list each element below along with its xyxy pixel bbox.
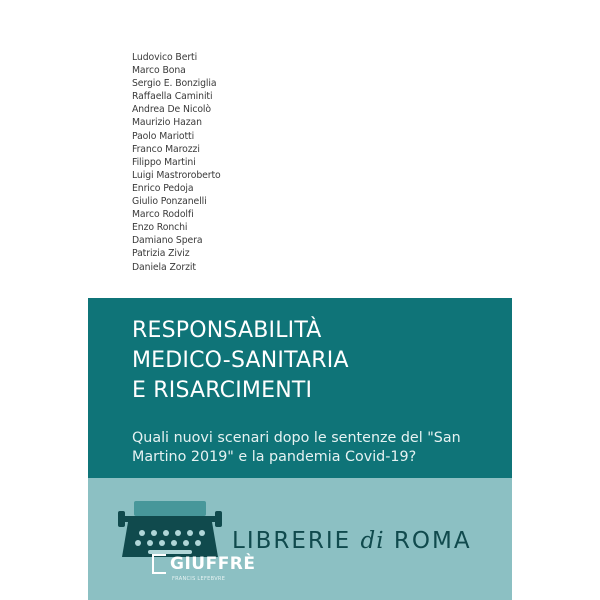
author-name: Franco Marozzi — [132, 143, 200, 155]
author-name: Daniela Zorzit — [132, 261, 196, 273]
watermark-word: ROMA — [393, 528, 472, 554]
watermark-word: di — [360, 528, 385, 554]
publisher-bracket-icon — [152, 554, 166, 574]
author-name: Marco Bona — [132, 65, 186, 77]
watermark-word: LIBRERIE — [232, 528, 352, 554]
publisher-logo — [152, 552, 256, 576]
author-name: Raffaella Caminiti — [132, 91, 213, 103]
book-subtitle: Quali nuovi scenari dopo le sentenze del "San Martino 2019" e la pandemia Covid-19? — [132, 430, 461, 465]
author-name: Luigi Mastroroberto — [132, 169, 221, 181]
book-title-line: MEDICO-SANITARIA — [132, 348, 349, 373]
author-name: Enrico Pedoja — [132, 182, 194, 194]
author-name: Maurizio Hazan — [132, 117, 202, 129]
publisher-name: GIUFFRÈ — [170, 554, 256, 574]
author-name: Enzo Ronchi — [132, 222, 188, 234]
author-name: Damiano Spera — [132, 235, 203, 247]
author-name: Paolo Mariotti — [132, 130, 195, 142]
author-name: Andrea De Nicolò — [132, 104, 211, 116]
author-name: Patrizia Ziviz — [132, 248, 190, 260]
author-list — [132, 51, 221, 274]
author-name: Giulio Ponzanelli — [132, 196, 207, 208]
author-name: Ludovico Berti — [132, 52, 198, 63]
watermark-text — [232, 528, 472, 554]
author-name: Sergio E. Bonziglia — [132, 78, 217, 90]
author-name: Marco Rodolfi — [132, 209, 194, 221]
publisher-tagline: FRANCIS LEFEBVRE — [172, 576, 226, 582]
book-title-line: RESPONSABILITÀ — [132, 318, 322, 343]
book-title-line: E RISARCIMENTI — [132, 378, 313, 403]
author-name: Filippo Martini — [132, 156, 196, 168]
book-title — [132, 316, 349, 406]
